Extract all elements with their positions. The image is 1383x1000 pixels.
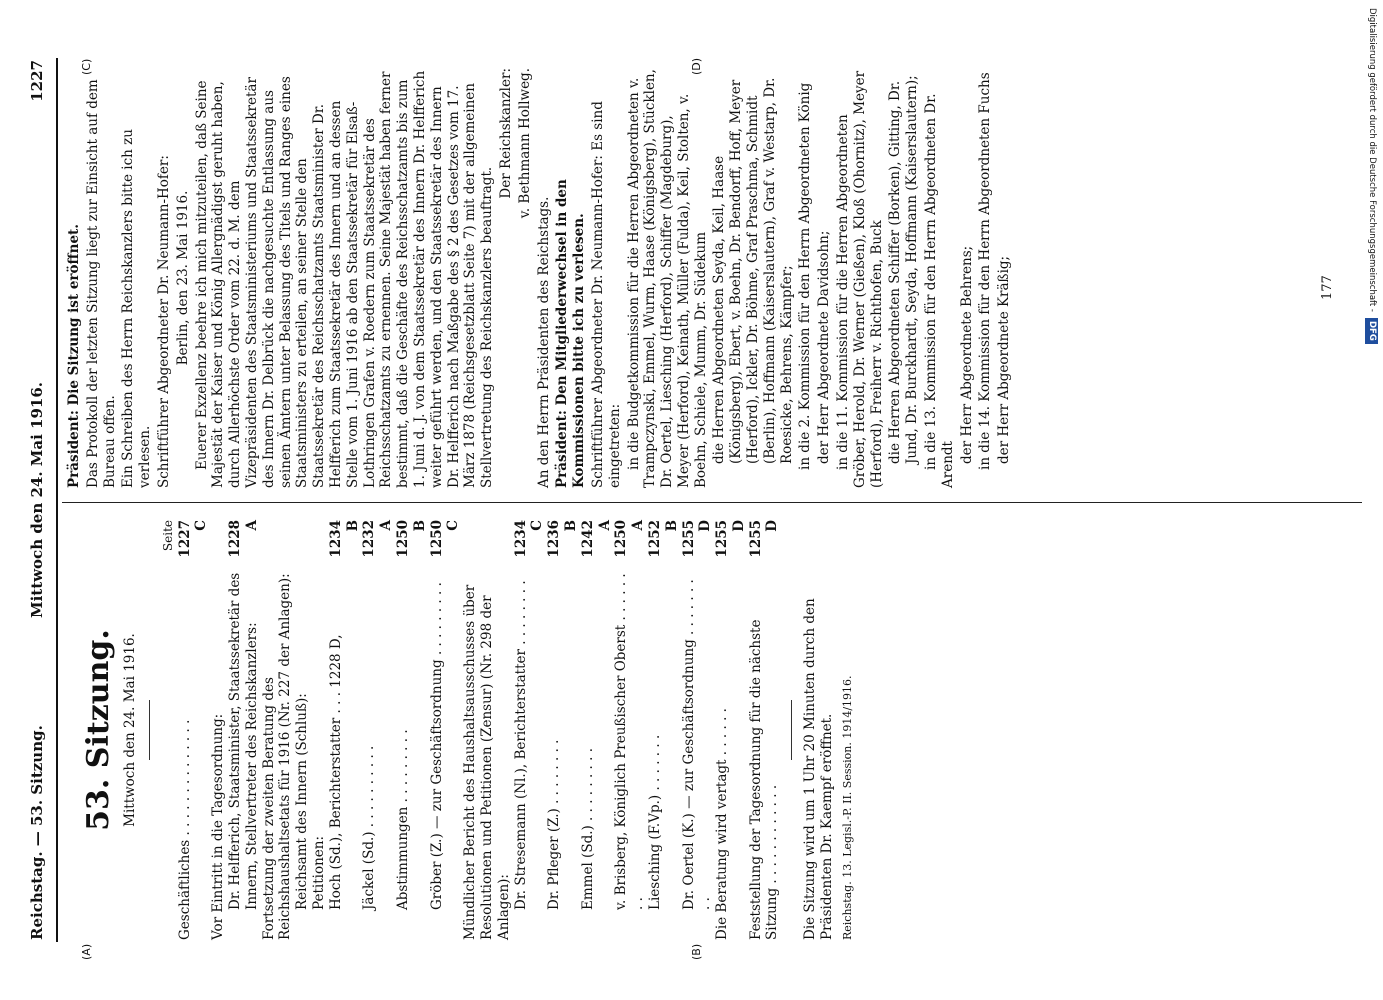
header-left: Reichstag. — 53. Sitzung.: [28, 725, 46, 940]
toc-entry-page: 1236 B: [546, 520, 579, 558]
body-paragraph: der Herr Abgeordnete Kräßig;: [996, 255, 1013, 464]
body-paragraph: v. Bethmann Hollweg.: [516, 68, 533, 219]
toc-entry-text: Dr. Pfleger (Z.) . . . . . . . .: [546, 739, 563, 910]
body-paragraph: in die 13. Kommission für den Herrn Abgeordneten Dr. Arendt: [923, 93, 956, 488]
body-paragraph: der Herr Abgeordnete Davidsohn;: [816, 230, 833, 464]
opening-note: Die Sitzung wird um 1 Uhr 20 Minuten durch den Präsidenten Dr. Kaempf eröffnet.: [802, 598, 836, 940]
body-paragraph: in die 2. Kommission für den Herrn Abgeordneten König: [797, 82, 814, 470]
toc-entry-page: 1250 C: [428, 520, 462, 558]
toc-entry-text: Hoch (Sd.), Berichterstatter . . . 1228 D,: [327, 634, 344, 910]
toc-entry-text: Dr. Helfferich, Staatsminister, Staatssekretär des Innern, Stellvertreter des Reichskanzlers:: [226, 572, 260, 910]
toc-entry-text: Reichsamt des Innern (Schluß):: [294, 693, 311, 910]
toc-entry-text: Jäckel (Sd.) . . . . . . . . . .: [361, 745, 378, 910]
body-paragraph: Ein Schreiben des Herrn Reichskanzlers bitte ich zu verlesen.: [120, 129, 154, 488]
toc-entry-text: Emmel (Sd.) . . . . . . . . .: [579, 747, 596, 910]
body-paragraph: Schriftführer Abgeordneter Dr. Neumann-Hofer: Es sind eingetreten:: [589, 101, 623, 488]
column-divider: [62, 502, 1362, 503]
header-rule: [56, 58, 58, 942]
toc-entry-text: Liesching (F.Vp.) . . . . . . .: [646, 734, 663, 910]
toc-entry: [210, 520, 227, 940]
toc-entry: [546, 520, 580, 940]
toc-entry-text: Petitionen:: [310, 835, 327, 910]
toc-entry-page: 1252 B: [646, 520, 680, 558]
toc-entry: [714, 520, 748, 940]
toc-entry-text: Dr. Oertel (K.) — zur Geschäftsordnung . . . . . . . . .: [680, 579, 714, 910]
digitization-sidebar: [1363, 8, 1381, 998]
page-footer-number: 177: [1320, 275, 1335, 300]
body-paragraph: der Herr Abgeordnete Behrens;: [958, 245, 975, 464]
body-paragraph: Präsident: Den Mitgliederwechsel in den Kommissionen bitte ich zu verlesen.: [554, 179, 588, 488]
toc-entry-page: 1255 D: [680, 520, 714, 558]
toc-entry: [395, 520, 429, 940]
toc-entry-page: 1227 C: [176, 520, 210, 558]
toc-entry-page: 1228 A: [226, 520, 260, 558]
toc-entry-text: Abstimmungen . . . . . . . . .: [394, 729, 411, 910]
toc-entry-page: 1234 C: [512, 520, 546, 558]
toc-entry: [681, 520, 715, 940]
body-paragraph: Schriftführer Abgeordneter Dr. Neumann-Hofer:: [155, 155, 172, 488]
toc-entry: [580, 520, 614, 940]
toc-entry-page: 1250 B: [394, 520, 428, 558]
toc-entry: [462, 520, 512, 940]
toc-end-rule: [791, 700, 792, 760]
toc-entry-text: Geschäftliches . . . . . . . . . . . . . .: [176, 719, 193, 940]
margin-marker-a: (A): [80, 943, 93, 960]
body-paragraph: Berlin, den 23. Mai 1916.: [174, 190, 191, 366]
body-paragraph: An den Herrn Präsidenten des Reichstags.: [535, 196, 552, 488]
margin-marker-c: (C): [80, 58, 93, 75]
toc-entry-text: Die Beratung wird vertagt . . . . . .: [714, 708, 731, 940]
body-paragraph: die Herren Abgeordneten Seyda, Keil, Haase (Königsberg), Ebert, v. Boehn, Dr. Bendorff, Hoff, Meyer (Herford), Ickler, Dr. Böhme, Graf Praschma, Schmidt (Berlin), Hoffmann (Kaiserslautern), Graf v. Westarp, Dr. Roesicke, Behrens, Kämpfer;: [711, 77, 795, 464]
toc-entry-text: Vor Eintritt in die Tagesordnung:: [210, 713, 227, 940]
toc-entry-page: 1255 D: [714, 520, 747, 558]
toc-entry-page: 1234 B: [327, 520, 361, 558]
left-column: [64, 520, 857, 940]
header-center: Mittwoch den 24. Mai 1916.: [28, 381, 46, 619]
margin-marker-b: (B): [690, 943, 703, 960]
body-paragraph: in die 11. Kommission für die Herren Abgeordneten Gröber, Herold, Dr. Werner (Gießen), Kloß (Ohornitz), Meyer (Herford), Freiherr v. Richthofen, Buck: [835, 70, 885, 488]
digitization-note: Digitalisierung gefördert durch die Deutsche Forschungsgemeinschaft -: [1367, 8, 1377, 312]
toc-entry: [647, 520, 681, 940]
body-paragraph: Präsident: Die Sitzung ist eröffnet.: [66, 224, 82, 488]
toc-entry-page: 1242 A: [579, 520, 613, 558]
toc-entry: [311, 520, 328, 940]
session-title: 53. Sitzung.: [81, 629, 116, 831]
toc-entry-text: v. Brisberg, Königlich Preußischer Oberst . . . . . . . .: [613, 573, 647, 910]
page-column-label: Seite: [160, 520, 175, 552]
body-paragraph: Euerer Exzellenz beehre ich mich mitzuteilen, daß Seine Majestät der Kaiser und König Allergnädigst geruht haben, durch Allerhöchste Order vom 22. d. M. dem Vizepräsidenten des Staatsministeriums und Staatssekretär des Innern Dr. Delbrück die nachgesuchte Entlassung aus seinen Ämtern unter Belassung des Titels und Ranges eines Staatsministers zu erteilen, an seiner Stelle den Staatssekretär des Reichsschatzamts Staatsminister Dr. Helfferich zum Staatssekretär des Innern und an dessen Stelle vom 1. Juni 1916 ab den Staatssekretär für Elsaß-Lothringen Grafen v. Roedern zum Staatssekretär des Reichsschatzamts zu ernennen. Seine Majestät haben ferner bestimmt, daß die Geschäfte des Reichsschatzamts bis zum 1. Juni d. J. von dem Staatssekretär des Innern Dr. Helfferich weiter geführt werden, und den Staatssekretär des Innern Dr. Helfferich nach Maßgabe des § 2 des Gesetzes vom 17. März 1878 (Reichsgesetzblatt Seite 7) mit der allgemeinen Stellvertretung des Reichskanzlers beauftragt.: [193, 70, 496, 488]
body-paragraph: Der Reichskanzler:: [497, 68, 514, 199]
toc-entry: [361, 520, 395, 940]
toc-entry: [513, 520, 547, 940]
toc-entry: [328, 520, 362, 940]
toc-entry-page: 1250 A: [613, 520, 647, 558]
body-paragraph: Das Protokoll der letzten Sitzung liegt zur Einsicht auf dem Bureau offen.: [84, 79, 118, 488]
toc-entry: [429, 520, 463, 940]
toc-entry-text: Mündlicher Bericht des Haushaltsausschusses über Resolutionen und Petitionen (Zensur) (Nr. 298 der Anlagen):: [462, 584, 512, 940]
dfg-logo: DFG: [1365, 318, 1378, 344]
body-paragraph: in die 14. Kommission für den Herrn Abgeordneten Fuchs: [977, 72, 994, 470]
toc-entry: [227, 520, 261, 940]
body-paragraph: in die Budgetkommission für die Herren Abgeordneten v. Trampczynski, Emmel, Wurm, Haase (Königsberg), Stücklen, Dr. Oertel, Liesching (Herford), Schiffer (Magdeburg), Meyer (Herford), Keinath, Müller (Fulda), Keil, Stolten, v. Boehn, Schiele, Mumm, Dr. Südekum: [625, 69, 709, 488]
left-footer: Reichstag. 13. Legisl.-P. II. Session. 1914/1916.: [840, 675, 854, 940]
toc-entry: [261, 520, 295, 940]
toc-entry: [177, 520, 211, 940]
toc-entry: [294, 520, 311, 940]
toc-entry-text: Dr. Stresemann (Nl.), Berichterstatter . . . . . . . .: [512, 580, 529, 910]
toc-entry-text: Feststellung der Tagesordnung für die nächste Sitzung . . . . . . . . . . . .: [747, 619, 781, 940]
title-rule: [149, 700, 150, 760]
header-page-number: 1227: [28, 60, 46, 102]
toc-entry-text: Gröber (Z.) — zur Geschäftsordnung . . . . . . . . .: [428, 582, 445, 910]
margin-marker-d: (D): [690, 57, 703, 75]
session-date: Mittwoch den 24. Mai 1916.: [122, 633, 138, 827]
toc-entry: [748, 520, 782, 940]
right-column: [66, 68, 1015, 488]
toc-entry-text: Fortsetzung der zweiten Beratung des Reichshaushaltsetats für 1916 (Nr. 227 der Anlagen):: [260, 573, 294, 940]
toc-entry-page: 1255 D: [747, 520, 781, 558]
toc-entry: [613, 520, 647, 940]
toc-entry-page: 1232 A: [361, 520, 395, 558]
page-header: [28, 60, 52, 940]
table-of-contents: [177, 520, 782, 940]
body-paragraph: die Herren Abgeordneten Schiffer (Borken), Gitting, Dr. Jund, Dr. Burckhardt, Seyda, Hoffmann (Kaiserslautern);: [887, 75, 921, 464]
